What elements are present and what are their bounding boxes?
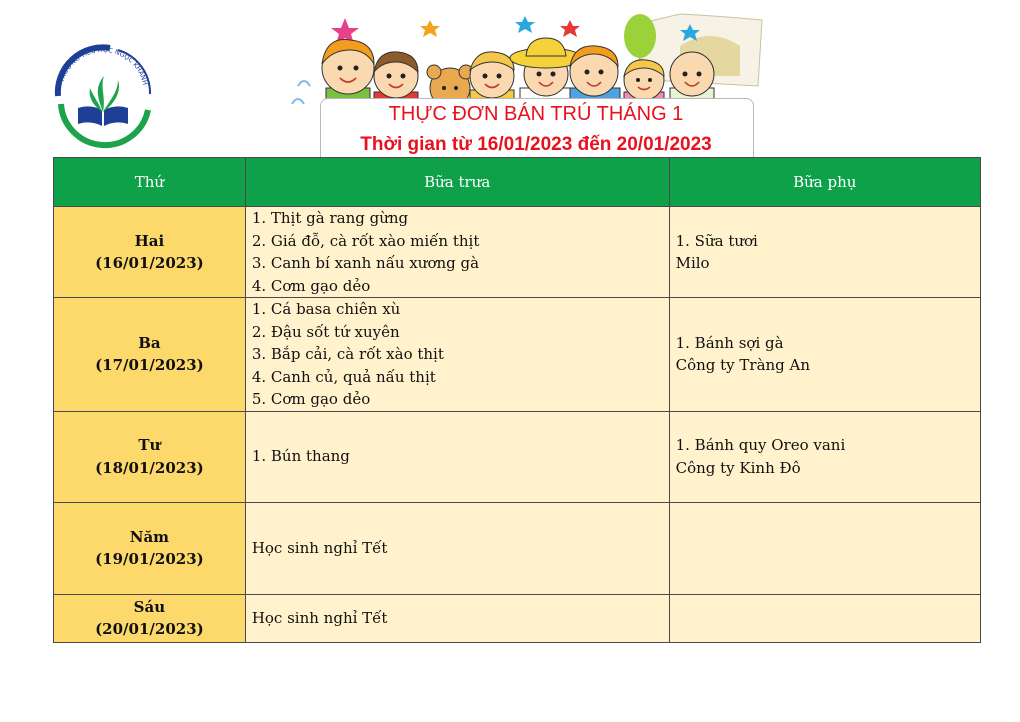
day-name: Ba — [138, 333, 161, 352]
day-date: (19/01/2023) — [95, 550, 204, 568]
lunch-menu-table — [53, 157, 981, 643]
day-date: (17/01/2023) — [95, 356, 204, 375]
day-name: Năm — [129, 527, 170, 546]
logo-text: TRƯỜNG TIỂU HỌC NGỌC KHÁNH — [57, 45, 150, 86]
snack-cell — [669, 298, 980, 412]
snack-cell — [669, 411, 980, 502]
lunch-item: 1. Thịt gà rang gừng — [251, 209, 409, 227]
lunch-cell — [245, 594, 669, 642]
table-row — [54, 502, 981, 594]
snack-item: 1. Sữa tươi — [675, 231, 758, 250]
snack-item: Công ty Tràng An — [675, 356, 811, 375]
svg-text:TRƯỜNG TIỂU HỌC NGỌC KHÁNH — [57, 46, 149, 86]
lunch-item: 1. Bún thang — [251, 447, 350, 466]
day-cell — [54, 502, 246, 594]
lunch-item: 2. Giá đỗ, cà rốt xào miến thịt — [251, 231, 480, 250]
snack-item: 1. Bánh sợi gà — [675, 333, 784, 352]
column-header-lunch: Bữa trưa — [245, 158, 669, 207]
day-name: Sáu — [133, 597, 166, 616]
page-title: THỰC ĐƠN BÁN TRÚ THÁNG 1 — [388, 103, 684, 125]
lunch-item: 4. Cơm gạo dẻo — [251, 276, 371, 295]
snack-cell — [669, 207, 980, 298]
day-name: Hai — [134, 231, 165, 250]
lunch-item: 4. Canh củ, quả nấu thịt — [251, 367, 436, 386]
date-range-subtitle: Thời gian từ 16/01/2023 đến 20/01/2023 — [360, 134, 712, 155]
table-row — [54, 594, 981, 642]
lunch-item: 3. Bắp cải, cà rốt xào thịt — [251, 345, 444, 363]
day-cell — [54, 207, 246, 298]
snack-cell — [669, 502, 980, 594]
column-header-day: Thứ — [54, 158, 246, 207]
lunch-cell — [245, 298, 669, 412]
snack-item: Milo — [675, 254, 710, 272]
lunch-item: 5. Cơm gạo dẻo — [251, 390, 371, 408]
day-cell — [54, 298, 246, 412]
lunch-item: Học sinh nghỉ Tết — [251, 538, 388, 557]
table-row — [54, 411, 981, 502]
snack-cell — [669, 594, 980, 642]
lunch-item: Học sinh nghỉ Tết — [251, 608, 388, 627]
lunch-cell — [245, 411, 669, 502]
day-name: Tư — [138, 436, 161, 454]
lunch-item: 2. Đậu sốt tứ xuyên — [251, 322, 400, 341]
day-date: (18/01/2023) — [95, 458, 204, 477]
day-cell — [54, 594, 246, 642]
lunch-cell — [245, 502, 669, 594]
day-date: (16/01/2023) — [95, 254, 204, 272]
lunch-item: 1. Cá basa chiên xù — [251, 300, 401, 318]
snack-item: 1. Bánh quy Oreo vani — [675, 436, 846, 454]
school-logo — [44, 34, 162, 152]
day-cell — [54, 411, 246, 502]
table-row — [54, 298, 981, 412]
table-header-row — [54, 158, 981, 207]
snack-item: Công ty Kinh Đô — [675, 458, 801, 477]
table-row — [54, 207, 981, 298]
lunch-item: 3. Canh bí xanh nấu xương gà — [251, 254, 480, 272]
column-header-snack: Bữa phụ — [669, 158, 980, 207]
day-date: (20/01/2023) — [95, 620, 204, 638]
lunch-cell — [245, 207, 669, 298]
